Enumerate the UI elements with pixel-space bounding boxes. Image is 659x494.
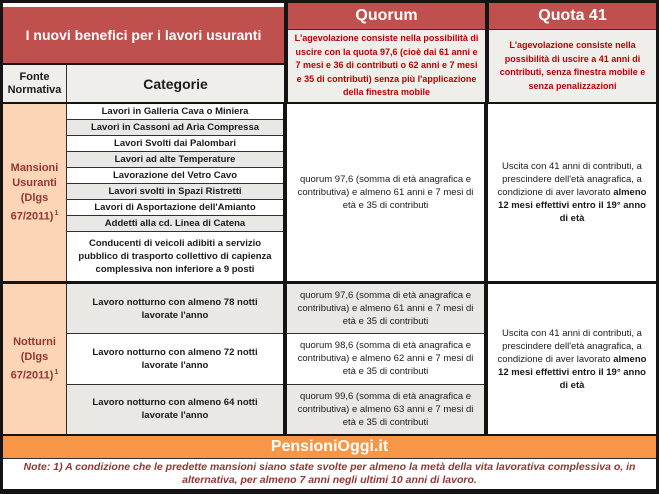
category-row: Lavorazione del Vetro Cavo	[67, 168, 283, 184]
quota41-column-header	[489, 3, 656, 102]
category-row: Lavori di Asportazione dell'Amianto	[67, 200, 283, 216]
category-row: Lavoro notturno con almeno 72 notti lavorate l'anno	[67, 334, 283, 384]
quota41-text-bold: almeno 12 mesi effettivi entro il 19° anno di età	[498, 187, 647, 224]
quota41-text: Uscita con 41 anni di contributi, a prescindere dell'età anagrafica, a condizione di aver lavorato	[497, 161, 642, 198]
top-left-block	[3, 3, 284, 102]
quorum-value: quorum 98,6 (somma di età anagrafica e contributiva) e almeno 62 anni e 7 mesi di età e 35 di contributi	[287, 334, 484, 384]
footnote-marker: 1	[54, 209, 59, 217]
fonte-label-notturni	[3, 284, 67, 434]
category-row: Lavoro notturno con almeno 78 notti lavorate l'anno	[67, 284, 283, 334]
categories-list	[67, 104, 283, 281]
brand-banner	[3, 434, 656, 458]
quota41-header: Quota 41	[489, 3, 656, 29]
fonte-label-text: Notturni (Dlgs 67/2011)	[10, 335, 56, 382]
page-title: I nuovi benefici per i lavori usuranti	[3, 7, 284, 63]
quorum-value: quorum 99,6 (somma di età anagrafica e contributiva) e almeno 63 anni e 7 mesi di età e 35 di contributi	[287, 385, 484, 434]
category-row: Lavori in Cassoni ad Aria Compressa	[67, 120, 283, 136]
fonte-label-mansioni	[3, 104, 67, 281]
quorum-column-header	[288, 3, 485, 102]
category-row: Addetti alla cd. Linea di Catena	[67, 216, 283, 232]
quorum-header: Quorum	[288, 3, 485, 29]
categorie-header: Categorie	[67, 65, 284, 102]
night-quorum-list	[287, 284, 484, 434]
section-notturni	[3, 284, 656, 434]
section-mansioni-usuranti	[3, 104, 656, 284]
category-row: Lavori svolti in Spazi Ristretti	[67, 184, 283, 200]
quota41-value-notturni	[488, 284, 656, 434]
fonte-label-text: Mansioni Usuranti (Dlgs 67/2011)	[10, 161, 59, 223]
footnote-marker: 1	[54, 368, 59, 376]
quorum-value-mansioni: quorum 97,6 (somma di età anagrafica e contributiva) e almeno 61 anni e 7 mesi di età e 35 di contributi	[287, 104, 484, 281]
banner-wrap	[3, 3, 284, 63]
header-row	[3, 3, 656, 104]
quorum-description: L'agevolazione consiste nella possibilità di uscire con la quota 97,6 (cioè dai 61 anni e 7 mesi e 36 di contributi o 62 anni e 7 mesi e 35 di contributi) senza più l'applicazione della finestra mobile	[288, 29, 485, 102]
quota41-text: Uscita con 41 anni di contributi, a prescindere dell'età anagrafica, a condizione di aver lavorato	[497, 327, 642, 365]
fonte-normativa-header: Fonte Normativa	[3, 65, 67, 102]
category-row: Lavori in Galleria Cava o Miniera	[67, 104, 283, 120]
night-categories-list	[67, 284, 283, 434]
category-row: Conducenti di veicoli adibiti a servizio pubblico di trasporto collettivo di capienza complessiva non inferiore a 9 posti	[67, 232, 283, 281]
category-row: Lavori ad alte Temperature	[67, 152, 283, 168]
column-headers	[3, 63, 284, 102]
quota41-description: L'agevolazione consiste nella possibilità di uscire a 41 anni di contributi, senza finestra mobile e senza penalizzazioni	[489, 29, 656, 102]
footnote: Note: 1) A condizione che le predette mansioni siano state svolte per almeno la metà della vita lavorativa complessiva o, in alternativa, per almeno 7 anni negli ultimi 10 anni di lavoro.	[3, 458, 656, 489]
quorum-value: quorum 97,6 (somma di età anagrafica e contributiva) e almeno 61 anni e 7 mesi di età e 35 di contributi	[287, 284, 484, 334]
category-row: Lavori Svolti dai Palombari	[67, 136, 283, 152]
category-row: Lavoro notturno con almeno 64 notti lavorate l'anno	[67, 385, 283, 434]
quota41-value-mansioni	[488, 104, 656, 281]
brand-name: PensioniOggi.it	[270, 438, 389, 455]
quota41-text-bold: almeno 12 mesi effettivi entro il 19° anno di età	[498, 353, 647, 391]
